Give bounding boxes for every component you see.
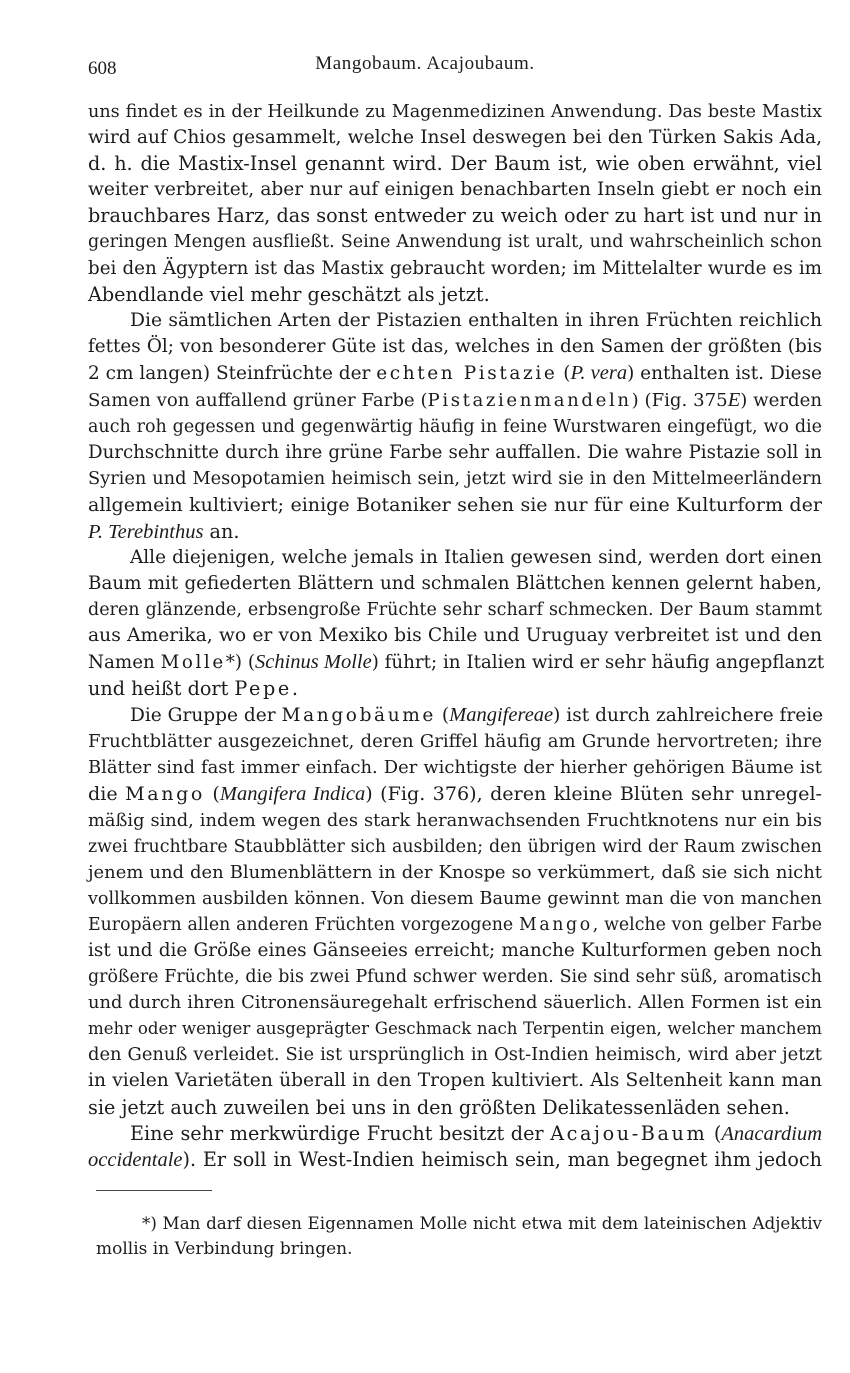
text-line: Durchschnitte durch ihre grüne Farbe sehr auffallen. Die wahre Pistazie soll in bbox=[88, 442, 822, 464]
spaced-term: Mangobäume bbox=[281, 705, 437, 727]
text-line: occidentale). Er soll in West-Indien heimisch sein, man begegnet ihm jedoch bbox=[88, 1147, 822, 1171]
text-line: den Genuß verleidet. Sie ist ursprünglich in Ost-Indien heimisch, wird aber jetzt bbox=[88, 1044, 822, 1066]
text-line: zwei fruchtbare Staubblätter sich ausbilden; den übrigen wird der Raum zwischen bbox=[88, 836, 822, 857]
text-line: 2 cm langen) Steinfrüchte der echten Pistazie (P. vera) enthalten ist. Diese bbox=[88, 361, 822, 384]
text-line: uns findet es in der Heilkunde zu Magenmedizinen Anwendung. Das beste Mastix bbox=[88, 102, 822, 122]
spaced-term: echten Pistazie bbox=[376, 362, 558, 384]
text-line: Die Gruppe der Mangobäume (Mangifereae) ist durch zahlreichere freie bbox=[130, 704, 824, 727]
text-line: die Mango (Mangifera Indica) (Fig. 376), deren kleine Blüten sehr unregel- bbox=[88, 782, 823, 806]
text-line: allgemein kultiviert; einige Botaniker sehen sie nur für eine Kulturform der bbox=[88, 494, 822, 517]
latin-name: Mangifera Indica bbox=[219, 783, 366, 806]
text-line: P. Terebinthus an. bbox=[88, 519, 240, 543]
paragraph-molle bbox=[88, 545, 825, 703]
page-number: 608 bbox=[88, 58, 117, 79]
text-line: wird auf Chios gesammelt, welche Insel deswegen bei den Türken Sakis Ada, bbox=[88, 127, 822, 149]
text-line: mäßig sind, indem wegen des stark heranwachsenden Fruchtknotens nur ein bis bbox=[88, 809, 822, 831]
latin-name: occidentale bbox=[88, 1148, 183, 1171]
text-line: Namen Molle*) (Schinus Molle) führt; in Italien wird er sehr häufig angepflanzt bbox=[88, 650, 825, 673]
spaced-term: Pepe bbox=[234, 677, 292, 701]
paragraph-mastix bbox=[88, 99, 822, 308]
text-line: Syrien und Mesopotamien heimisch sein, jetzt wird sie in den Mittelmeerländern bbox=[88, 469, 822, 490]
latin-name: P. Terebinthus bbox=[88, 520, 204, 543]
text-line: sie jetzt auch zuweilen bei uns in den größten Delikatessenläden sehen. bbox=[88, 1095, 790, 1119]
latin-name: P. vera bbox=[570, 361, 628, 384]
footnote-rule bbox=[96, 1190, 212, 1191]
text-line: jenem und den Blumenblättern in der Knospe so verkümmert, daß sie sich nicht bbox=[88, 861, 822, 883]
paragraph-mango bbox=[88, 702, 822, 1121]
footnote-line: mollis in Verbindung bringen. bbox=[96, 1239, 353, 1259]
paragraph-acajou bbox=[88, 1121, 822, 1173]
text-line: Alle diejenigen, welche jemals in Italien gewesen sind, werden dort einen bbox=[130, 546, 822, 568]
text-line: und durch ihren Citronensäuregehalt erfrischend säuerlich. Allen Formen ist ein bbox=[88, 992, 822, 1014]
footnote-line: *) Man darf diesen Eigennamen Molle nicht etwa mit dem lateinischen Adjektiv bbox=[142, 1213, 822, 1233]
text-line: Baum mit gefiederten Blättern und schmalen Blättchen kennen gelernt haben, bbox=[88, 572, 822, 594]
spaced-term: Mango bbox=[518, 914, 593, 935]
text-line: fettes Öl; von besonderer Güte ist das, welches in den Samen der größten (bis bbox=[88, 335, 822, 357]
text-line: und heißt dort Pepe. bbox=[88, 677, 298, 701]
text-line: Samen von auffallend grüner Farbe (Pistazienmandeln) (Fig. 375E) werden bbox=[88, 389, 822, 412]
paragraph-pistazien bbox=[88, 308, 822, 545]
running-head: Mangobaum. Acajoubaum. bbox=[315, 53, 535, 74]
spaced-term: Pistazienmandeln bbox=[427, 390, 632, 412]
text-line: Die sämtlichen Arten der Pistazien enthalten in ihren Früchten reichlich bbox=[130, 309, 822, 331]
text-line: Eine sehr merkwürdige Frucht besitzt der Acajou-Baum (Anacardium bbox=[130, 1121, 822, 1145]
text-line: auch roh gegessen und gegenwärtig häufig in feine Wurstwaren eingefügt, wo die bbox=[88, 417, 822, 438]
text-line: d. h. die Mastix-Insel genannt wird. Der Baum ist, wie oben erwähnt, viel bbox=[88, 152, 822, 176]
latin-name: Schinus Molle bbox=[254, 650, 372, 673]
latin-name: Anacardium bbox=[721, 1122, 822, 1145]
text-line: brauchbares Harz, das sonst entweder zu weich oder zu hart ist und nur in bbox=[88, 204, 822, 228]
text-line: größere Früchte, die bis zwei Pfund schwer werden. Sie sind sehr süß, aromatisch bbox=[88, 967, 822, 988]
spaced-term: Acajou-Baum bbox=[550, 1121, 708, 1145]
text-line: Blätter sind fast immer einfach. Der wichtigste der hierher gehörigen Bäume ist bbox=[88, 757, 822, 779]
text-line: ist und die Größe eines Gänseeies erreicht; manche Kulturformen geben noch bbox=[88, 940, 822, 961]
text-line: in vielen Varietäten überall in den Tropen kultiviert. Als Seltenheit kann man bbox=[88, 1070, 822, 1092]
spaced-term: Mango bbox=[125, 782, 206, 806]
text-line: Europäern allen anderen Früchten vorgezogene Mango, welche von gelber Farbe bbox=[88, 914, 822, 935]
body-text bbox=[88, 99, 825, 1173]
text-line: deren glänzende, erbsengroße Früchte sehr scharf schmecken. Der Baum stammt bbox=[88, 599, 822, 620]
text-line: weiter verbreitet, aber nur auf einigen benachbarten Inseln giebt er noch ein bbox=[88, 179, 822, 201]
text-line: geringen Mengen ausfließt. Seine Anwendung ist uralt, und wahrscheinlich schon bbox=[88, 232, 822, 253]
text-line: bei den Ägyptern ist das Mastix gebraucht worden; im Mittelalter wurde es im bbox=[88, 257, 822, 279]
text-line: aus Amerika, wo er von Mexiko bis Chile und Uruguay verbreitet ist und den bbox=[88, 624, 822, 646]
figure-ref-letter: E bbox=[727, 389, 741, 412]
footnote bbox=[96, 1210, 822, 1262]
latin-name: Mangifereae bbox=[449, 704, 554, 727]
text-line: mehr oder weniger ausgeprägter Geschmack nach Terpentin eigen, welcher manchem bbox=[88, 1019, 822, 1039]
text-line: Abendlande viel mehr geschätzt als jetzt. bbox=[88, 282, 490, 306]
text-line: Fruchtblätter ausgezeichnet, deren Griffel häufig am Grunde hervortreten; ihre bbox=[88, 731, 822, 753]
text-line: vollkommen ausbilden können. Von diesem Baume gewinnt man die von manchen bbox=[88, 888, 822, 909]
spaced-term: Molle bbox=[160, 651, 226, 673]
